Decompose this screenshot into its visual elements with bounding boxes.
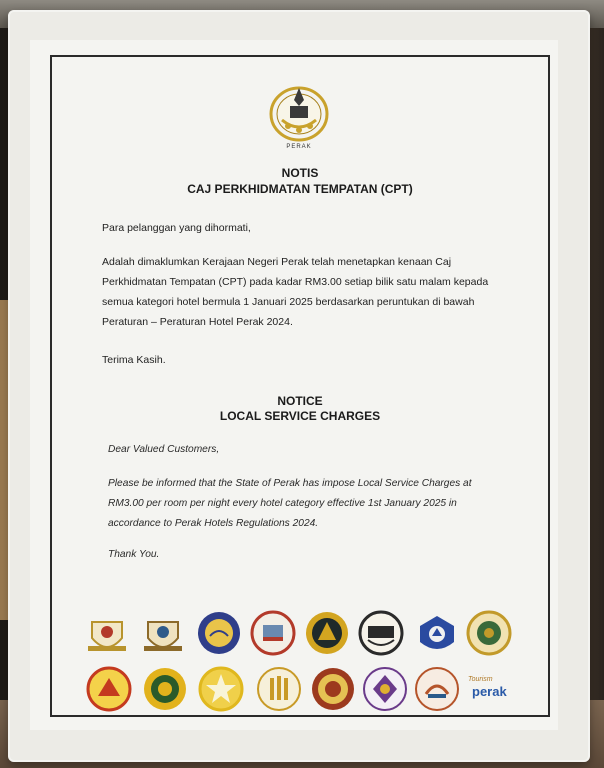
perak-state-crest-icon [268, 80, 330, 148]
council-seal-icon [466, 610, 512, 656]
council-seal-icon [198, 666, 244, 712]
council-seal-icon [414, 666, 460, 712]
notice-subtitle-malay: CAJ PERKHIDMATAN TEMPATAN (CPT) [187, 182, 413, 196]
council-seal-icon [358, 610, 404, 656]
council-seal-icon [310, 666, 356, 712]
tourism-perak-logo-icon [468, 676, 520, 702]
greeting-malay: Para pelanggan yang dihormati, [102, 222, 251, 234]
closing-malay: Terima Kasih. [102, 354, 166, 366]
body-malay: Adalah dimaklumkan Kerajaan Negeri Perak telah menetapkan kenaan Caj Perkhidmatan Tempatan (CPT) pada kadar RM3.00 setiap bilik satu malam kepada semua kategori hotel bermula 1 Januari 2025 berdasarkan peruntukan di bawah Peraturan – Peraturan Hotel Perak 2024. [102, 256, 489, 328]
body-english: Please be informed that the State of Perak has impose Local Service Charges at RM3.00 per room per night every hotel category effective 1st January 2025 in accordance to Perak Hotels Regulations 2024. [108, 478, 472, 529]
council-seal-icon [142, 666, 188, 712]
council-seal-icon [86, 666, 132, 712]
council-seal-icon [362, 666, 408, 712]
tourism-logo-line1: Tourism [468, 676, 493, 683]
notice-title-malay: NOTIS [281, 166, 319, 180]
council-seal-icon [196, 610, 242, 656]
council-seal-icon [304, 610, 350, 656]
closing-english: Thank You. [108, 549, 160, 560]
council-seal-icon [256, 666, 302, 712]
municipal-crest-icon [140, 612, 186, 658]
municipal-crest-icon [84, 612, 130, 658]
crest-label: PERAK [286, 144, 312, 150]
tourism-logo-line2: perak [472, 684, 507, 699]
greeting-english: Dear Valued Customers, [108, 444, 220, 455]
notice-title-english: NOTICE [277, 394, 323, 408]
notice-subtitle-english: LOCAL SERVICE CHARGES [219, 409, 381, 423]
council-seal-icon [250, 610, 296, 656]
council-seal-icon [414, 612, 460, 658]
